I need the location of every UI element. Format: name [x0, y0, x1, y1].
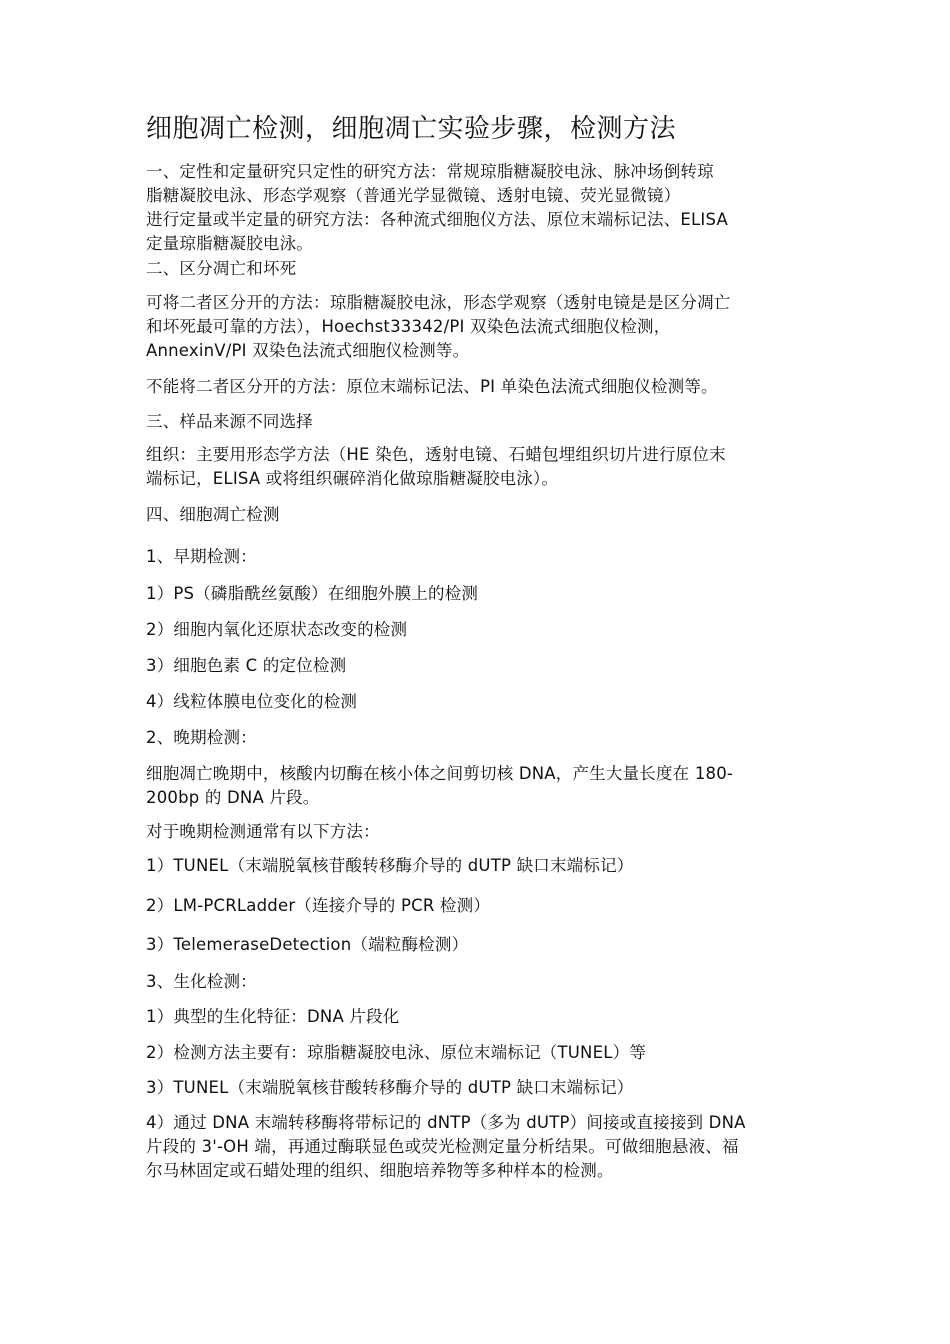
page-title: 细胞凋亡检测，细胞凋亡实验步骤，检测方法 — [146, 114, 677, 144]
list-item: 1）TUNEL（末端脱氧核苷酸转移酶介导的 dUTP 缺口末端标记） — [146, 856, 634, 875]
late-desc-line1: 细胞凋亡晚期中，核酸内切酶在核小体之间剪切核 DNA，产生大量长度在 180- — [146, 764, 734, 783]
list-item: 3）TUNEL（末端脱氧核苷酸转移酶介导的 dUTP 缺口末端标记） — [146, 1078, 634, 1097]
list-item: 3）细胞色素 C 的定位检测 — [146, 656, 347, 675]
early-detection-heading: 1、早期检测： — [146, 547, 257, 566]
section4-heading: 四、细胞凋亡检测 — [146, 505, 280, 524]
biochem-detection-heading: 3、生化检测： — [146, 972, 257, 991]
section3-para-line2: 端标记，ELISA 或将组织碾碎消化做琼脂糖凝胶电泳）。 — [146, 469, 559, 488]
section1-line3: 进行定量或半定量的研究方法：各种流式细胞仪方法、原位末端标记法、ELISA — [146, 210, 728, 229]
list-item: 2）检测方法主要有：琼脂糖凝胶电泳、原位末端标记（TUNEL）等 — [146, 1043, 647, 1062]
list-item: 1）PS（磷脂酰丝氨酸）在细胞外膜上的检测 — [146, 584, 479, 603]
section2-para1-line2: 和坏死最可靠的方法），Hoechst33342/PI 双染色法流式细胞仪检测， — [146, 317, 671, 336]
section1-line4: 定量琼脂糖凝胶电泳。 — [146, 234, 313, 253]
biochem-item4-line3: 尔马林固定或石蜡处理的组织、细胞培养物等多种样本的检测。 — [146, 1161, 614, 1180]
list-item: 1）典型的生化特征：DNA 片段化 — [146, 1007, 400, 1026]
late-detection-heading: 2、晚期检测： — [146, 728, 257, 747]
section3-heading: 三、样品来源不同选择 — [146, 412, 313, 431]
biochem-item4-line2: 片段的 3'-OH 端，再通过酶联显色或荧光检测定量分析结果。可做细胞悬液、福 — [146, 1137, 739, 1156]
section2-para1-line3: AnnexinV/PI 双染色法流式细胞仪检测等。 — [146, 341, 470, 360]
late-desc-line2: 200bp 的 DNA 片段。 — [146, 788, 320, 807]
late-methods-intro: 对于晚期检测通常有以下方法： — [146, 822, 380, 841]
section2-para1-line1: 可将二者区分开的方法：琼脂糖凝胶电泳，形态学观察（透射电镜是是区分凋亡 — [146, 293, 731, 312]
biochem-item4-line1: 4）通过 DNA 末端转移酶将带标记的 dNTP（多为 dUTP）间接或直接接到 DNA — [146, 1113, 746, 1132]
list-item: 3）TelemeraseDetection（端粒酶检测） — [146, 935, 469, 954]
list-item: 4）线粒体膜电位变化的检测 — [146, 692, 358, 711]
list-item: 2）LM-PCRLadder（连接介导的 PCR 检测） — [146, 896, 491, 915]
section3-para-line1: 组织：主要用形态学方法（HE 染色，透射电镜、石蜡包埋组织切片进行原位末 — [146, 445, 726, 464]
section2-heading: 二、区分凋亡和坏死 — [146, 259, 297, 278]
section1-line2: 脂糖凝胶电泳、形态学观察（普通光学显微镜、透射电镜、荧光显微镜） — [146, 186, 681, 205]
list-item: 2）细胞内氧化还原状态改变的检测 — [146, 620, 408, 639]
section2-para2: 不能将二者区分开的方法：原位末端标记法、PI 单染色法流式细胞仪检测等。 — [146, 377, 718, 396]
section1-line1: 一、定性和定量研究只定性的研究方法：常规琼脂糖凝胶电泳、脉冲场倒转琼 — [146, 162, 714, 181]
